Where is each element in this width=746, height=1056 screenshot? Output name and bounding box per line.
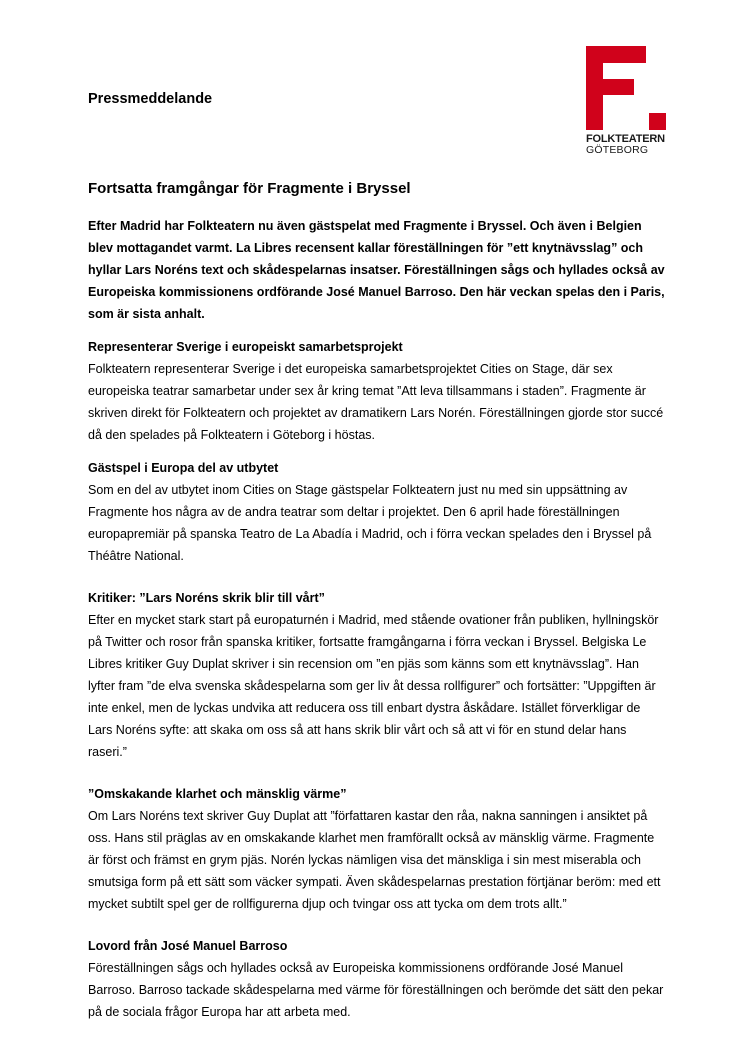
section-clarity-warmth [88, 783, 668, 915]
section-heading: Lovord från José Manuel Barroso [88, 939, 288, 953]
folkteatern-f-mark-icon [586, 46, 668, 130]
section-representation [88, 336, 668, 446]
section-heading: Representerar Sverige i europeiskt samarbetsprojekt [88, 340, 403, 354]
folkteatern-logo [586, 46, 672, 156]
section-critics [88, 587, 668, 763]
press-release-title: Fortsatta framgångar för Fragmente i Bryssel [88, 180, 411, 197]
press-release-body [88, 215, 668, 1034]
section-body: Folkteatern representerar Sverige i det europeiska samarbetsprojektet Cities on Stage, där sex europeiska teatrar samarbetar under sex år kring temat ”Att leva tillsammans i staden”. Fragmente är skriven direkt för Folkteatern och projektet av dramatikern Lars Norén. Föreställningen gjorde stor succé då den spelades på Folkteatern i Göteborg i höstas. [88, 362, 664, 442]
logo-city: GÖTEBORG [586, 144, 649, 156]
logo-name: FOLKTEATERN [586, 133, 665, 145]
section-heading: ”Omskakande klarhet och mänsklig värme” [88, 787, 347, 801]
section-body: Om Lars Noréns text skriver Guy Duplat att ”författaren kastar den råa, nakna sanningen i ansiktet på oss. Hans stil präglas av en omskakande klarhet men framförallt också av mänsklig värme. Fragmente är först och främst en grym pjäs. Norén lyckas nämligen visa det mänskliga i sin mest miserabla och smutsiga form på ett sätt som väcker sympati. Även skådespelarnas prestation förtjänar beröm: med ett mycket subtilt spel ger de rollfigurerna djup och tvingar oss att tycka om dem trots allt.” [88, 809, 661, 911]
section-heading: Gästspel i Europa del av utbytet [88, 461, 279, 475]
section-barroso [88, 935, 668, 1023]
section-heading: Kritiker: ”Lars Noréns skrik blir till vårt” [88, 591, 325, 605]
section-guest-performance [88, 457, 668, 567]
section-body: Föreställningen sågs och hyllades också av Europeiska kommissionens ordförande José Manuel Barroso. Barroso tackade skådespelarna med värme för föreställningen och berömde det sätt den pekar på de sociala frågor Europa har att arbeta med. [88, 961, 664, 1019]
lead-paragraph: Efter Madrid har Folkteatern nu även gästspelat med Fragmente i Bryssel. Och även i Belgien blev mottagandet varmt. La Libres recensent kallar föreställningen för ”ett knytnävsslag” och hyllar Lars Noréns text och skådespelarnas insatser. Föreställningen sågs och hyllades också av Europeiska kommissionens ordförande José Manuel Barroso. Den här veckan spelas den i Paris, som är sista anhalt. [88, 219, 665, 321]
document-type-label: Pressmeddelande [88, 91, 213, 107]
section-body: Som en del av utbytet inom Cities on Stage gästspelar Folkteatern just nu med sin uppsättning av Fragmente hos några av de andra teatrar som deltar i projektet. Den 6 april hade föreställningen europapremiär på spanska Teatro de La Abadía i Madrid, och i förra veckan spelades den i Bryssel på Théâtre National. [88, 483, 652, 563]
section-body: Efter en mycket stark start på europaturnén i Madrid, med stående ovationer från publiken, hyllningskör på Twitter och rosor från spanska kritiker, fortsatte framgångarna i förra veckan i Bryssel. Belgiska Le Libres kritiker Guy Duplat skriver i sin recension om ”en pjäs som känns som ett knytnävsslag”. Han lyfter fram ”de elva svenska skådespelarna som ger liv åt dessa rollfigurer” och fortsätter: ”Uppgiften är inte enkel, men de lyckas undvika att reducera oss till enbart dystra åskådare. Istället förverkligar de Lars Noréns syfte: att skaka om oss så att hans skrik blir vårt och så att vi för en stund delar hans raseri.” [88, 613, 659, 759]
